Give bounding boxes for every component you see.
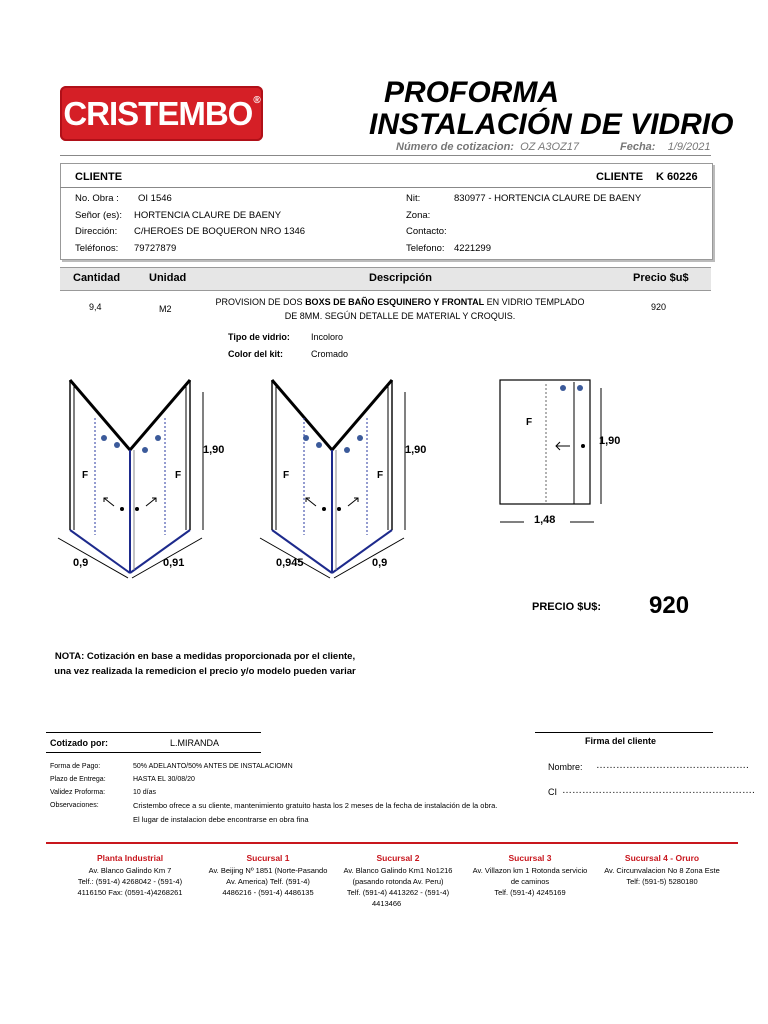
col-descripcion: Descripción xyxy=(369,272,432,284)
company-logo: CRISTEMBO ® xyxy=(60,86,263,141)
observaciones-line1: Cristembo ofrece a su cliente, mantenimiento gratuito hasta los 2 meses de la fecha de instalación de la obra. xyxy=(133,801,498,810)
d3-height: 1,90 xyxy=(599,435,621,447)
color-kit-label: Color del kit: xyxy=(228,349,284,359)
d3-width: 1,48 xyxy=(534,514,556,526)
senor-label: Señor (es): xyxy=(75,210,122,221)
quote-number: Número de cotizacion: OZ A3OZ17 xyxy=(396,141,579,153)
diagram-corner-box-2 xyxy=(242,370,422,580)
d2-f-left: F xyxy=(283,470,290,481)
footer-branch-sucursal-2: Sucursal 2 Av. Blanco Galindo Km1 No1216 (pasando rotonda Av. Peru) Telf. (591-4) 4413262 - (591-4) 4413466 xyxy=(343,853,453,908)
obra-value: OI 1546 xyxy=(138,193,172,204)
firma-label: Firma del cliente xyxy=(585,736,657,746)
observaciones-label: Observaciones: xyxy=(50,802,99,809)
client-header-divider xyxy=(60,187,711,188)
forma-pago-label: Forma de Pago: xyxy=(50,763,101,770)
footer-branch-planta: Planta Industrial Av. Blanco Galindo Km 7 Telf.: (591-4) 4268042 - (591-4) 4116150 Fax: (0591-4)4268261 xyxy=(77,853,183,897)
plazo-label: Plazo de Entrega: xyxy=(50,776,106,783)
row-unidad: M2 xyxy=(159,304,172,314)
col-unidad: Unidad xyxy=(149,272,187,284)
senor-value: HORTENCIA CLAURE DE BAENY xyxy=(134,210,282,221)
quote-note: NOTA: Cotización en base a medidas proporcionada por el cliente, una vez realizada la remedicion el precio y/o modelo pueden variar xyxy=(54,651,356,677)
footer-divider xyxy=(46,842,738,844)
d2-right-width: 0,9 xyxy=(372,557,388,569)
zona-label: Zona: xyxy=(406,210,431,221)
d2-height: 1,90 xyxy=(405,444,427,456)
plazo-value: HASTA EL 30/08/20 xyxy=(133,776,195,783)
cotizado-bottom-line xyxy=(46,752,261,753)
direccion-label: Dirección: xyxy=(75,226,118,237)
diagram-corner-box-1 xyxy=(40,370,220,580)
contacto-label: Contacto: xyxy=(406,226,447,237)
footer-branch-sucursal-4: Sucursal 4 - Oruro Av. Circunvalacion No 8 Zona Este Telf: (591-5) 5280180 xyxy=(604,853,720,886)
col-precio: Precio $u$ xyxy=(633,272,689,284)
ci-dots: …………………………………………………. xyxy=(562,785,755,796)
validez-label: Validez Proforma: xyxy=(50,789,106,796)
obra-label: No. Obra : xyxy=(75,193,119,204)
nombre-label: Nombre: xyxy=(548,762,583,772)
cotizado-line xyxy=(46,732,261,733)
diagram-front-box xyxy=(490,370,620,530)
footer-branch-sucursal-3: Sucursal 3 Av. Villazon km 1 Rotonda servicio de caminos Telf. (591-4) 4245169 xyxy=(472,853,588,897)
d1-height: 1,90 xyxy=(203,444,225,456)
validez-value: 10 días xyxy=(133,789,156,796)
client-code: K 60226 xyxy=(656,171,698,183)
header-divider xyxy=(60,155,711,156)
footer-branch-sucursal-1: Sucursal 1 Av. Beijing Nº 1851 (Norte-Pasando Av. America) Telf. (591-4) 4486216 - (591-4) 4486135 xyxy=(208,853,328,897)
d3-f: F xyxy=(526,417,533,428)
d1-f-right: F xyxy=(175,470,182,481)
page-title: PROFORMA xyxy=(384,76,559,109)
col-cantidad: Cantidad xyxy=(73,272,121,284)
page-subtitle: INSTALACIÓN DE VIDRIO xyxy=(369,108,734,141)
d1-left-width: 0,9 xyxy=(73,557,89,569)
quote-date: Fecha: 1/9/2021 xyxy=(620,141,711,153)
telefono-value: 4221299 xyxy=(454,243,491,254)
nombre-dots: ………………………………………. xyxy=(596,760,749,771)
d1-f-left: F xyxy=(82,470,89,481)
telefonos-label: Teléfonos: xyxy=(75,243,119,254)
client-section-label: CLIENTE xyxy=(75,171,123,183)
cotizado-label: Cotizado por: xyxy=(50,738,108,748)
d2-f-right: F xyxy=(377,470,384,481)
direccion-value: C/HEROES DE BOQUERON NRO 1346 xyxy=(134,226,306,237)
nit-value: 830977 - HORTENCIA CLAURE DE BAENY xyxy=(454,193,642,204)
telefonos-value: 79727879 xyxy=(134,243,177,254)
row-precio: 920 xyxy=(651,302,667,312)
d1-right-width: 0,91 xyxy=(163,557,185,569)
client-code-label: CLIENTE xyxy=(596,171,644,183)
tipo-vidrio-label: Tipo de vidrio: xyxy=(228,332,290,342)
price-label: PRECIO $U$: xyxy=(532,601,602,613)
row-cantidad: 9,4 xyxy=(89,302,102,312)
row-descripcion: PROVISION DE DOS BOXS DE BAÑO ESQUINERO Y FRONTAL EN VIDRIO TEMPLADO DE 8MM. SEGÚN DETALLE DE MATERIAL Y CROQUIS. xyxy=(215,297,585,321)
observaciones-line2: El lugar de instalacion debe encontrarse en obra fina xyxy=(133,815,309,824)
firma-line xyxy=(535,732,713,733)
color-kit-value: Cromado xyxy=(311,349,349,359)
forma-pago-value: 50% ADELANTO/50% ANTES DE INSTALACIOMN xyxy=(133,763,293,770)
cotizado-value: L.MIRANDA xyxy=(170,738,220,748)
price-value: 920 xyxy=(649,592,690,619)
tipo-vidrio-value: Incoloro xyxy=(311,332,344,342)
d2-left-width: 0,945 xyxy=(276,557,304,569)
telefono-label: Telefono: xyxy=(406,243,445,254)
ci-label: CI xyxy=(548,787,557,797)
nit-label: Nit: xyxy=(406,193,421,204)
